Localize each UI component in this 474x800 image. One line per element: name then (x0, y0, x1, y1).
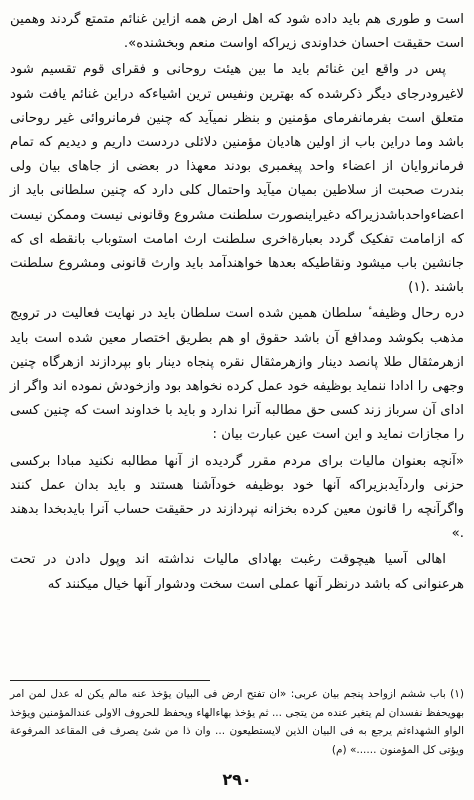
paragraph-spoils-division: پس در واقع این غنائم باید ما بین هیئت روحانی و فقرای قوم تقسیم شود لاغیرودرجای دیگر ذکرشده که بهترین ونفیس ترین اشیاءکه دراین غنائم یافت شود متعلق است بفرمانفرمای مؤمنین و بنظر نمیآید که چنین فرمانروائی غیر روحانی باشد وما دراین باب از اولین هادیان مؤمنین دلائلی دردست داریم و دیدیم که تمام فرمانروایان از اعضاء واحد پیغمبری بودند معهذا در بعضی از جاهای بیان ولی بندرت صحبت از سلاطین بمیان میآید واحتمال کلی دارد که چنین سلطانی باید از اعضاءواحدباشدزیراکه دغیراینصورت سلطنت مشروع وقانونی نیست وممکن نیست که ازامامت تفکیک گردد بعبارةاخری سلطنت ارث امامت استوباب بانقطه ای که جانشین باب میشود ونقاطیکه بعدها خواهندآمد باید وارث قانونی ومشروع سلطنت باشند .(۱) (10, 62, 464, 296)
paragraph-continuation: است و طوری هم باید داده شود که اهل ارض همه ازاین غنائم متمتع گردند وهمین است حقیقت احسان خداوندی زیراکه اواست منعم وبخشنده». (10, 12, 464, 52)
footnote: (۱) باب ششم ازواحد پنجم بیان عربی: «ان تفتح ارض فی البیان یؤخذ عنه مالم یکن له عدل لمن امر بهویحفظ نفسدان لم یتغیر عنده من یتجی ... ثم یؤخذ بهاءالهاء ویحفظ للحروف الاولی عندالمؤمنین ویؤخذ الواو الشهداءثم یرجع به فی البیان الذین لایستطیعون ... وان ذا من شئ یصرف فی المقاعد المرفوعة ویؤتی کل المؤمنون ......» (م) (10, 688, 464, 756)
page-number: ۲۹۰ (222, 770, 252, 789)
paragraph-asia-taxes: اهالی آسیا هیچوقت رغبت بهادای مالیات نداشته اند وپول دادن در تحت هرعنوانی که باشد درنظر آنها عملی است سخت ودشوار آنها خیال میکنند که (10, 552, 464, 592)
paragraph-sultan-duties: دره رحال وظیفه ٔ سلطان همین شده است سلطان باید در نهایت فعالیت در ترویج مذهب بکوشد ومدافع آن باشد حقوق او هم بطریق اختصار معین شده است باید ازهرمثقال طلا پانصد دینار وازهرمثقال نقره پنجاه دینار باو بپردازند ازهرگاه چنین وجهی را ادادا ننماید بوظیفه خود عمل کرده نخواهد بود وازخودش نموده اند واگر از ادای آن سرباز زند کسی حق مطالبه آنرا ندارد و باید با خداوند است که چنین کسی را مجازات نماید و این است عین عبارت بیان : (10, 306, 464, 443)
paragraph-quotation: «آنچه بعنوان مالیات برای مردم مقرر گردیده از آنها مطالبه نکنید مبادا برکسی حزنی واردآیدبزیراکه آنها خود بوظیفه خودآشنا هستند و باید بدان عمل کنند واگرآنچه را قانون معین کرده بخزانه نپردازند در حقیقت حساب آنرا بایدبخدا بدهند .» (10, 453, 464, 542)
footnote-separator (10, 680, 210, 681)
